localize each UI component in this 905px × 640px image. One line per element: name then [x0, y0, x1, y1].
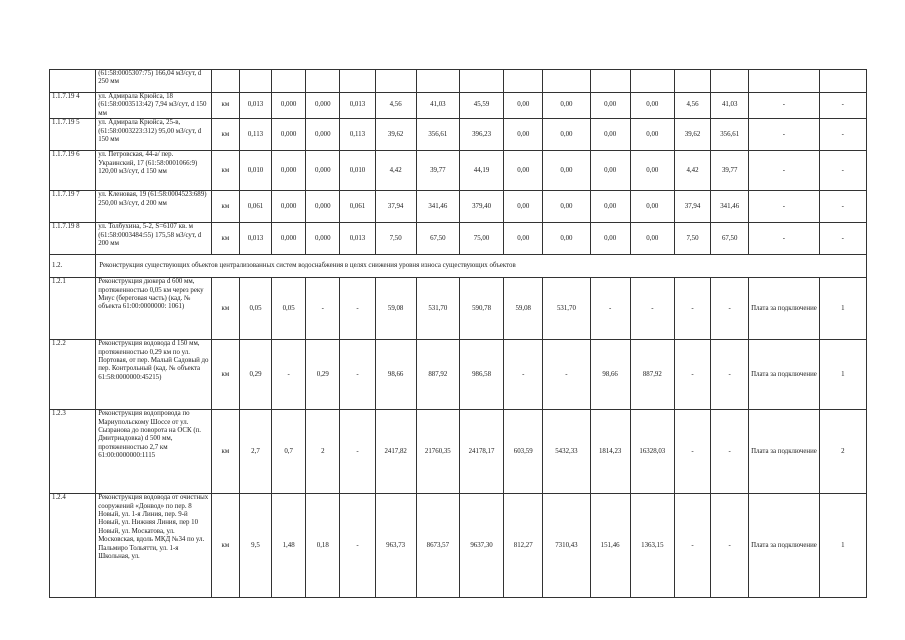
cell: -	[340, 340, 375, 410]
cell: 0,00	[504, 223, 543, 255]
cell: 0,00	[543, 93, 590, 119]
cell	[711, 70, 749, 93]
cell: -	[749, 93, 819, 119]
unit-cell: км	[211, 191, 239, 223]
cell: -	[819, 191, 866, 223]
cell: 0,000	[306, 119, 340, 151]
cell: 0,113	[239, 119, 271, 151]
table-row	[50, 340, 867, 410]
cell: 0,000	[272, 191, 306, 223]
cell: -	[711, 278, 749, 340]
cell: 0,00	[630, 151, 674, 191]
investment-program-table	[49, 69, 867, 598]
funding-source-cell: Плата за подключение	[749, 410, 819, 494]
cell	[416, 70, 459, 93]
row-number: 1.2.3	[50, 410, 96, 494]
cell	[674, 70, 710, 93]
cell: 0,000	[272, 223, 306, 255]
cell: 2	[306, 410, 340, 494]
cell: 0,00	[590, 191, 630, 223]
row-number: 1.1.7.19 5	[50, 119, 96, 151]
cell: -	[630, 278, 674, 340]
cell: 4,42	[375, 151, 416, 191]
cell: 67,50	[711, 223, 749, 255]
cell: 1	[819, 494, 866, 598]
cell: 0,000	[272, 119, 306, 151]
row-number: 1.1.7.19 6	[50, 151, 96, 191]
table-row	[50, 119, 867, 151]
cell: 41,03	[711, 93, 749, 119]
cell: 0,013	[340, 93, 375, 119]
cell: 0,013	[340, 223, 375, 255]
table-row	[50, 410, 867, 494]
row-description: (61:58:0005307:75) 166,04 м3/сут, d 250 мм	[96, 70, 212, 93]
cell: 0,000	[306, 191, 340, 223]
cell: 37,94	[375, 191, 416, 223]
cell: -	[819, 119, 866, 151]
cell	[239, 70, 271, 93]
cell: 603,59	[504, 410, 543, 494]
cell: 7310,43	[543, 494, 590, 598]
cell: 0,00	[630, 119, 674, 151]
cell: 1	[819, 340, 866, 410]
cell: 0,00	[590, 223, 630, 255]
cell: 7,50	[375, 223, 416, 255]
cell: -	[749, 119, 819, 151]
funding-source-cell: Плата за подключение	[749, 494, 819, 598]
unit-cell: км	[211, 278, 239, 340]
cell: 0,00	[543, 223, 590, 255]
cell	[819, 70, 866, 93]
cell: 0,113	[340, 119, 375, 151]
unit-cell: км	[211, 119, 239, 151]
cell: 963,73	[375, 494, 416, 598]
section-title: Реконструкция существующих объектов централизованных систем водоснабжения в целях снижения уровня износа существующих объектов	[96, 255, 867, 278]
cell: -	[711, 340, 749, 410]
cell: -	[749, 223, 819, 255]
cell: -	[674, 278, 710, 340]
cell: 590,78	[459, 278, 503, 340]
row-description: Реконструкция водопровода по Мариупольскому Шоссе от ул. Сызранова до поворота на ОСК (п. Дмитриадовка) d 500 мм, протяженностью 2,7 км 61:00:0000000:1115	[96, 410, 212, 494]
cell: 37,94	[674, 191, 710, 223]
cell: 0,00	[630, 223, 674, 255]
cell	[211, 70, 239, 93]
cell: 0,000	[306, 151, 340, 191]
row-number: 1.2.2	[50, 340, 96, 410]
cell: 4,56	[375, 93, 416, 119]
cell: 379,40	[459, 191, 503, 223]
cell: -	[749, 151, 819, 191]
cell: -	[504, 340, 543, 410]
cell: 7,50	[674, 223, 710, 255]
table-row	[50, 278, 867, 340]
cell	[459, 70, 503, 93]
row-number: 1.2.1	[50, 278, 96, 340]
cell: 39,62	[674, 119, 710, 151]
cell: 9637,30	[459, 494, 503, 598]
cell: 8673,57	[416, 494, 459, 598]
cell: -	[749, 191, 819, 223]
unit-cell: км	[211, 340, 239, 410]
cell: 0,000	[272, 151, 306, 191]
cell: -	[674, 340, 710, 410]
unit-cell: км	[211, 223, 239, 255]
cell: 0,000	[306, 93, 340, 119]
cell: 67,50	[416, 223, 459, 255]
cell: -	[711, 410, 749, 494]
cell	[504, 70, 543, 93]
cell: 1814,23	[590, 410, 630, 494]
cell: 1363,15	[630, 494, 674, 598]
cell: 0,000	[272, 93, 306, 119]
cell: 0,00	[543, 151, 590, 191]
cell: 0,00	[590, 119, 630, 151]
cell: 59,08	[375, 278, 416, 340]
cell: 0,061	[340, 191, 375, 223]
cell: -	[543, 340, 590, 410]
cell: 0,010	[340, 151, 375, 191]
cell: 1,48	[272, 494, 306, 598]
cell: -	[819, 93, 866, 119]
cell: 1	[819, 278, 866, 340]
cell: 356,61	[416, 119, 459, 151]
cell: 0,000	[306, 223, 340, 255]
cell: 41,03	[416, 93, 459, 119]
cell: 5432,33	[543, 410, 590, 494]
cell: 0,29	[306, 340, 340, 410]
cell: 75,00	[459, 223, 503, 255]
cell: -	[340, 410, 375, 494]
row-description: Реконструкция дюкера d 600 мм, протяженностью 0,05 км через реку Миус (береговая часть) (кад. № объекта 61:00:0000000: 1061)	[96, 278, 212, 340]
cell: 0,00	[504, 191, 543, 223]
cell: 2	[819, 410, 866, 494]
cell: 0,18	[306, 494, 340, 598]
unit-cell: км	[211, 93, 239, 119]
cell: -	[674, 410, 710, 494]
section-header-row	[50, 255, 867, 278]
table-row	[50, 70, 867, 93]
table-row	[50, 151, 867, 191]
row-number: 1.2.4	[50, 494, 96, 598]
cell: 0,00	[504, 93, 543, 119]
cell: 4,56	[674, 93, 710, 119]
row-description: ул. Петровская, 44-а/ пер. Украинский, 17 (61:58:0001066:9) 120,00 м3/сут, d 150 мм	[96, 151, 212, 191]
table-row	[50, 191, 867, 223]
cell: 531,70	[416, 278, 459, 340]
unit-cell: км	[211, 151, 239, 191]
cell: 986,58	[459, 340, 503, 410]
cell: 0,00	[543, 119, 590, 151]
cell	[272, 70, 306, 93]
cell: 0,00	[504, 119, 543, 151]
cell: 531,70	[543, 278, 590, 340]
cell	[630, 70, 674, 93]
cell: 39,77	[711, 151, 749, 191]
cell	[306, 70, 340, 93]
cell: 887,92	[416, 340, 459, 410]
table-row	[50, 223, 867, 255]
cell: 21760,35	[416, 410, 459, 494]
row-description: Реконструкция водовода от очистных сооружений «Донвод» по пер. 8 Новый, ул. 1-я Линия, пер. 9-й Новый, ул. Нижняя Линия, пер 10 Новый, ул. Москатова, ул. Московская, вдоль МКД №34 по ул. Пальмиро Тольятти, ул. 1-я Школьная, ул.	[96, 494, 212, 598]
funding-source-cell: Плата за подключение	[749, 278, 819, 340]
cell: 0,00	[630, 93, 674, 119]
cell: -	[674, 494, 710, 598]
cell: 0,00	[504, 151, 543, 191]
row-description: Реконструкция водовода d 150 мм, протяженностью 0,29 км по ул. Портовая, от пер. Малый Садовый до пер. Контрольный (кад. № объекта 61:58:0000000:45215)	[96, 340, 212, 410]
cell: 341,46	[416, 191, 459, 223]
unit-cell: км	[211, 494, 239, 598]
cell: -	[711, 494, 749, 598]
cell: 16328,03	[630, 410, 674, 494]
cell: -	[340, 494, 375, 598]
row-description: ул. Толбухина, 5-2, S=6107 кв. м (61:58:0003484:55) 175,58 м3/сут, d 200 мм	[96, 223, 212, 255]
cell: 9,5	[239, 494, 271, 598]
cell: 0,013	[239, 223, 271, 255]
cell: -	[306, 278, 340, 340]
row-number: 1.1.7.19 7	[50, 191, 96, 223]
document-table-wrapper	[49, 69, 867, 598]
cell: 0,010	[239, 151, 271, 191]
table-row	[50, 494, 867, 598]
cell: 0,29	[239, 340, 271, 410]
cell	[375, 70, 416, 93]
cell: 812,27	[504, 494, 543, 598]
cell: 45,59	[459, 93, 503, 119]
cell: -	[590, 278, 630, 340]
cell	[543, 70, 590, 93]
cell: 39,77	[416, 151, 459, 191]
row-number: 1.1.7.19 8	[50, 223, 96, 255]
cell: 151,46	[590, 494, 630, 598]
cell: 887,92	[630, 340, 674, 410]
cell: 0,00	[543, 191, 590, 223]
cell: 341,46	[711, 191, 749, 223]
cell: 0,05	[239, 278, 271, 340]
cell: 2,7	[239, 410, 271, 494]
cell: 0,05	[272, 278, 306, 340]
section-number: 1.2.	[50, 255, 96, 278]
cell: 39,62	[375, 119, 416, 151]
cell: 0,00	[590, 93, 630, 119]
cell: 0,00	[630, 191, 674, 223]
cell: -	[340, 278, 375, 340]
cell: 24178,17	[459, 410, 503, 494]
cell: -	[272, 340, 306, 410]
cell: 396,23	[459, 119, 503, 151]
cell: -	[819, 151, 866, 191]
cell: 0,013	[239, 93, 271, 119]
cell: 0,061	[239, 191, 271, 223]
cell	[749, 70, 819, 93]
cell: 0,7	[272, 410, 306, 494]
cell: 356,61	[711, 119, 749, 151]
row-number: 1.1.7.19 4	[50, 93, 96, 119]
cell: 98,66	[590, 340, 630, 410]
cell: 2417,82	[375, 410, 416, 494]
cell	[590, 70, 630, 93]
unit-cell: км	[211, 410, 239, 494]
cell: 0,00	[590, 151, 630, 191]
cell	[340, 70, 375, 93]
cell: 98,66	[375, 340, 416, 410]
row-description: ул. Кленовая, 19 (61:58:0004523:689) 250,00 м3/сут, d 200 мм	[96, 191, 212, 223]
table-row	[50, 93, 867, 119]
funding-source-cell: Плата за подключение	[749, 340, 819, 410]
row-description: ул. Адмирала Крюйса, 25-в, (61:58:0003223:312) 95,00 м3/сут, d 150 мм	[96, 119, 212, 151]
cell: -	[819, 223, 866, 255]
row-description: ул. Адмирала Крюйса, 18 (61:58:0003513:42) 7,94 м3/сут, d 150 мм	[96, 93, 212, 119]
cell: 44,19	[459, 151, 503, 191]
cell: 59,08	[504, 278, 543, 340]
row-number	[50, 70, 96, 93]
cell: 4,42	[674, 151, 710, 191]
